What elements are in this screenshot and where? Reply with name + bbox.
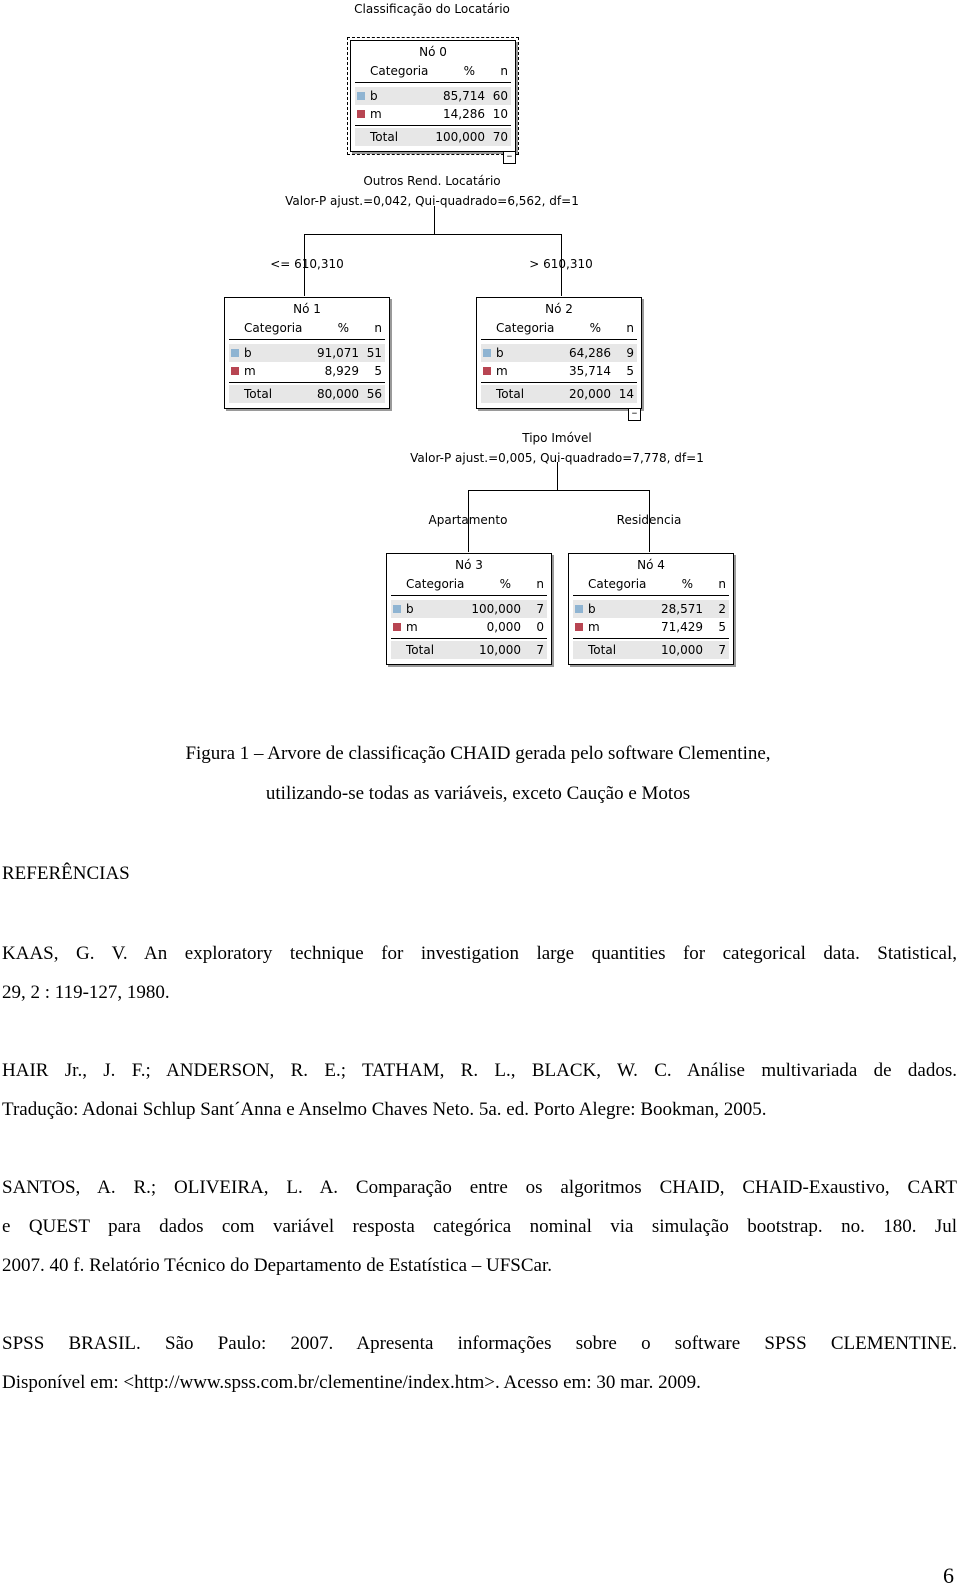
node-divider bbox=[229, 382, 385, 383]
header-percent: % bbox=[681, 577, 693, 591]
row-category: m bbox=[588, 620, 600, 634]
category-m-swatch bbox=[357, 110, 365, 118]
total-percent: 10,000 bbox=[661, 643, 703, 657]
category-b-swatch bbox=[575, 605, 583, 613]
header-n: n bbox=[536, 577, 544, 591]
row-category: b bbox=[588, 602, 596, 616]
figure-caption-line-2: utilizando-se todas as variáveis, exceto Caução e Motos bbox=[265, 783, 691, 804]
split-statistics: Valor-P ajust.=0,042, Qui-quadrado=6,562, df=1 bbox=[285, 194, 579, 208]
header-n: n bbox=[718, 577, 726, 591]
row-category: m bbox=[406, 620, 418, 634]
row-category: m bbox=[370, 107, 382, 121]
tree-node-2 bbox=[476, 297, 642, 409]
node-total-row bbox=[229, 385, 385, 403]
node-header-row bbox=[573, 575, 729, 593]
total-percent: 20,000 bbox=[569, 387, 611, 401]
category-m-swatch bbox=[393, 623, 401, 631]
header-category: Categoria bbox=[244, 321, 303, 335]
chaid-tree-diagram bbox=[0, 0, 960, 680]
node-divider bbox=[481, 339, 637, 340]
node-header-row bbox=[481, 319, 637, 337]
node-title: Nó 3 bbox=[455, 558, 483, 572]
figure-caption-line-1: Figura 1 – Arvore de classificação CHAID gerada pelo software Clementine, bbox=[185, 743, 771, 764]
header-percent: % bbox=[499, 577, 511, 591]
reference-1-line-1: KAAS, G. V. An exploratory technique for investigation large quantities for categorical data. Statistical, bbox=[2, 943, 957, 964]
row-n: 9 bbox=[626, 346, 634, 360]
total-percent: 100,000 bbox=[435, 130, 485, 144]
node-row-b bbox=[391, 600, 547, 618]
row-percent: 8,929 bbox=[324, 364, 359, 378]
connector-line bbox=[557, 462, 558, 490]
split-variable: Tipo Imóvel bbox=[522, 431, 592, 445]
row-n: 0 bbox=[536, 620, 544, 634]
node-header-row bbox=[391, 575, 547, 593]
node-title: Nó 2 bbox=[545, 302, 573, 316]
node-total-row bbox=[355, 128, 511, 146]
split-statistics: Valor-P ajust.=0,005, Qui-quadrado=7,778, df=1 bbox=[410, 451, 704, 465]
row-category: b bbox=[370, 89, 378, 103]
total-percent: 10,000 bbox=[479, 643, 521, 657]
row-category: b bbox=[244, 346, 252, 360]
node-row-b bbox=[355, 87, 511, 105]
node-header-row bbox=[229, 319, 385, 337]
split-condition-right: > 610,310 bbox=[529, 257, 593, 271]
category-m-swatch bbox=[575, 623, 583, 631]
header-n: n bbox=[626, 321, 634, 335]
row-n: 10 bbox=[492, 107, 508, 121]
node-divider bbox=[481, 382, 637, 383]
total-n: 7 bbox=[536, 643, 544, 657]
total-label: Total bbox=[496, 387, 525, 401]
tree-node-1 bbox=[224, 297, 390, 409]
node-divider bbox=[229, 339, 385, 340]
category-b-swatch bbox=[393, 605, 401, 613]
reference-4-line-2: Disponível em: <http://www.spss.com.br/clementine/index.htm>. Acesso em: 30 mar. 2009. bbox=[2, 1372, 701, 1393]
row-percent: 71,429 bbox=[661, 620, 703, 634]
total-n: 7 bbox=[718, 643, 726, 657]
header-percent: % bbox=[463, 64, 475, 78]
header-n: n bbox=[374, 321, 382, 335]
reference-4-line-1: SPSS BRASIL. São Paulo: 2007. Apresenta informações sobre o software SPSS CLEMENTINE. bbox=[2, 1333, 957, 1354]
reference-1-line-2: 29, 2 : 119-127, 1980. bbox=[2, 982, 170, 1003]
node-total-row bbox=[573, 641, 729, 659]
total-label: Total bbox=[406, 643, 435, 657]
category-m-swatch bbox=[483, 367, 491, 375]
row-percent: 28,571 bbox=[661, 602, 703, 616]
tree-title: Classificação do Locatário bbox=[354, 2, 510, 16]
reference-2-line-2: Tradução: Adonai Schlup Sant´Anna e Anselmo Chaves Neto. 5a. ed. Porto Alegre: Bookman, 2005. bbox=[2, 1099, 767, 1120]
node-divider bbox=[355, 82, 511, 83]
total-label: Total bbox=[244, 387, 273, 401]
node-header-row bbox=[355, 62, 511, 80]
node-row-m bbox=[391, 618, 547, 636]
header-category: Categoria bbox=[496, 321, 555, 335]
row-percent: 64,286 bbox=[569, 346, 611, 360]
row-percent: 0,000 bbox=[486, 620, 521, 634]
row-category: b bbox=[406, 602, 414, 616]
split-condition-left: Apartamento bbox=[428, 513, 508, 527]
total-percent: 80,000 bbox=[317, 387, 359, 401]
reference-3-line-2: e QUEST para dados com variável resposta categórica nominal via simulação bootstrap. no. 180. Jul bbox=[2, 1216, 957, 1237]
header-percent: % bbox=[337, 321, 349, 335]
row-percent: 100,000 bbox=[471, 602, 521, 616]
connector-line bbox=[434, 206, 435, 234]
collapse-toggle[interactable]: − bbox=[628, 408, 641, 421]
node-divider bbox=[355, 125, 511, 126]
node-total-row bbox=[391, 641, 547, 659]
connector-line bbox=[304, 234, 562, 235]
row-n: 60 bbox=[492, 89, 508, 103]
page-number: 6 bbox=[943, 1563, 954, 1588]
total-n: 14 bbox=[618, 387, 634, 401]
split-variable: Outros Rend. Locatário bbox=[363, 174, 501, 188]
reference-3-line-1: SANTOS, A. R.; OLIVEIRA, L. A. Comparação entre os algoritmos CHAID, CHAID-Exaustivo, CART bbox=[2, 1177, 957, 1198]
tree-node-root bbox=[350, 40, 516, 152]
row-category: m bbox=[244, 364, 256, 378]
row-n: 7 bbox=[536, 602, 544, 616]
reference-2-line-1: HAIR Jr., J. F.; ANDERSON, R. E.; TATHAM, R. L., BLACK, W. C. Análise multivariada de dados. bbox=[2, 1060, 957, 1081]
node-row-b bbox=[573, 600, 729, 618]
node-row-b bbox=[229, 344, 385, 362]
header-category: Categoria bbox=[370, 64, 429, 78]
node-row-m bbox=[355, 105, 511, 123]
node-total-row bbox=[481, 385, 637, 403]
row-percent: 14,286 bbox=[443, 107, 485, 121]
reference-3-line-3: 2007. 40 f. Relatório Técnico do Departamento de Estatística – UFSCar. bbox=[2, 1255, 552, 1276]
total-n: 70 bbox=[492, 130, 508, 144]
row-percent: 35,714 bbox=[569, 364, 611, 378]
row-n: 5 bbox=[374, 364, 382, 378]
node-divider bbox=[573, 595, 729, 596]
split-condition-left: <= 610,310 bbox=[270, 257, 344, 271]
row-n: 5 bbox=[718, 620, 726, 634]
row-n: 5 bbox=[626, 364, 634, 378]
row-percent: 85,714 bbox=[443, 89, 485, 103]
header-n: n bbox=[500, 64, 508, 78]
node-divider bbox=[391, 595, 547, 596]
node-row-m bbox=[573, 618, 729, 636]
total-label: Total bbox=[370, 130, 399, 144]
node-row-m bbox=[481, 362, 637, 380]
node-row-m bbox=[229, 362, 385, 380]
category-b-swatch bbox=[231, 349, 239, 357]
category-b-swatch bbox=[483, 349, 491, 357]
tree-node-3 bbox=[386, 553, 552, 665]
header-category: Categoria bbox=[588, 577, 647, 591]
total-label: Total bbox=[588, 643, 617, 657]
row-n: 2 bbox=[718, 602, 726, 616]
split-condition-right: Residencia bbox=[616, 513, 682, 527]
node-divider bbox=[391, 638, 547, 639]
node-row-b bbox=[481, 344, 637, 362]
collapse-toggle[interactable]: − bbox=[503, 151, 516, 164]
node-title: Nó 1 bbox=[293, 302, 321, 316]
row-percent: 91,071 bbox=[317, 346, 359, 360]
connector-line bbox=[468, 490, 650, 491]
row-category: m bbox=[496, 364, 508, 378]
category-m-swatch bbox=[231, 367, 239, 375]
node-divider bbox=[573, 638, 729, 639]
total-n: 56 bbox=[366, 387, 382, 401]
row-category: b bbox=[496, 346, 504, 360]
header-category: Categoria bbox=[406, 577, 465, 591]
row-n: 51 bbox=[366, 346, 382, 360]
category-b-swatch bbox=[357, 92, 365, 100]
header-percent: % bbox=[589, 321, 601, 335]
node-title: Nó 0 bbox=[419, 45, 447, 59]
node-title: Nó 4 bbox=[637, 558, 665, 572]
tree-node-4 bbox=[568, 553, 734, 665]
references-heading: REFERÊNCIAS bbox=[2, 863, 130, 884]
